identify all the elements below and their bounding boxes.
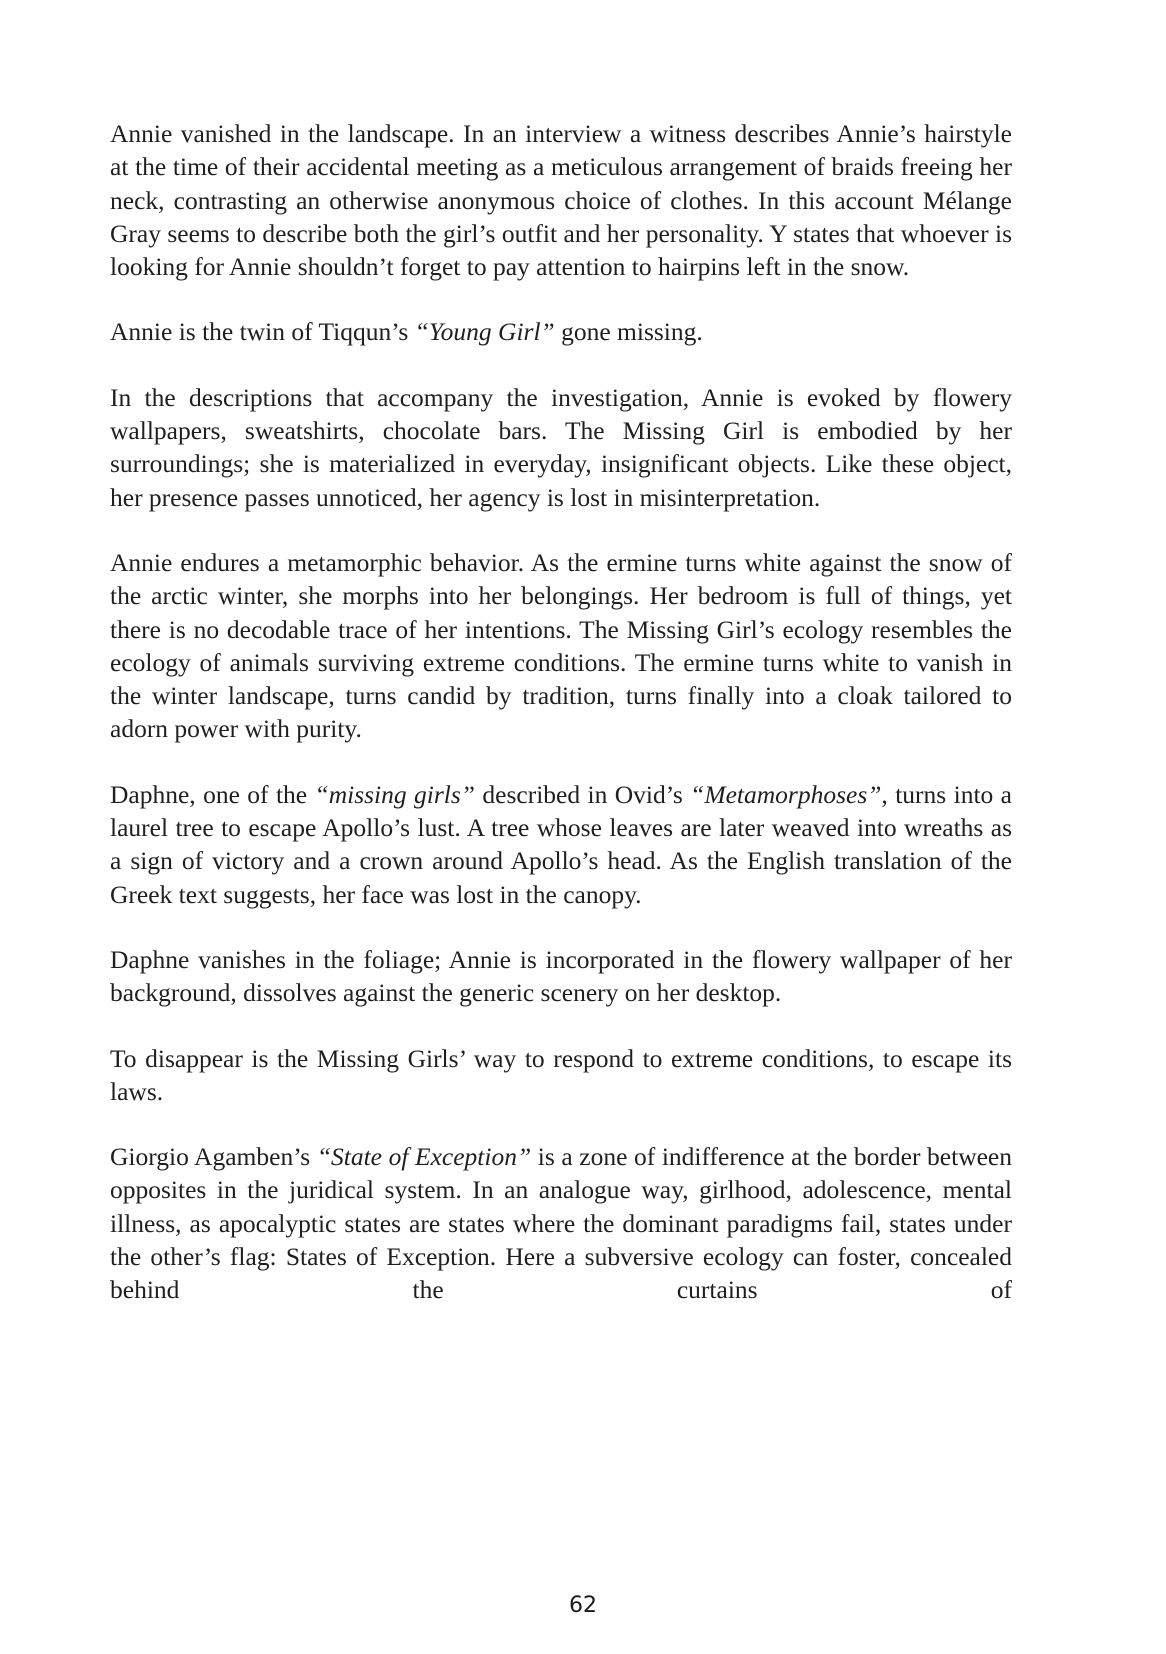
- paragraph-daphne: [110, 778, 1012, 911]
- quote-young-girl: “Young Girl”: [414, 317, 555, 347]
- quote-missing-girls: “missing girls”: [314, 779, 475, 809]
- text-run: is a zone of indifference at the border between opposites in the juridical system. In an analogue way, girlhood, adolescence, mental illness, as apocalyptic states are states where the dominant paradigms fail, states under the other’s flag: States of Exception. Here a subversive ecology can foster, concealed behind the curtains of: [110, 1142, 1013, 1305]
- paragraph-daphne-vanishes: Daphne vanishes in the foliage; Annie is incorporated in the flowery wallpaper of her background, dissolves against the generic scenery on her desktop.: [110, 944, 1012, 1008]
- text-run: gone missing.: [554, 317, 703, 347]
- paragraph-investigation: In the descriptions that accompany the investigation, Annie is evoked by flowery wallpapers, sweatshirts, chocolate bars. The Missing Girl is embodied by her surroundings; she is materialized in everyday, insignificant objects. Like these object, her presence passes unnoticed, her agency is lost in misinterpretation.: [110, 382, 1012, 512]
- page-body: [110, 117, 1012, 1307]
- text-run: Giorgio Agamben’s: [110, 1142, 317, 1172]
- paragraph-state-of-exception: [110, 1140, 1012, 1306]
- paragraph-to-disappear: To disappear is the Missing Girls’ way to respond to extreme conditions, to escape its laws.: [110, 1043, 1012, 1106]
- paragraph-tiqqun-twin: [110, 315, 1012, 348]
- paragraph-annie-vanished: Annie vanished in the landscape. In an interview a witness describes Annie’s hairstyle at the time of their accidental meeting as a meticulous arrangement of braids freeing her neck, contrasting an otherwise anonymous choice of clothes. In this account Mélange Gray seems to describe both the girl’s outfit and her personality. Y states that whoever is looking for Annie shouldn’t forget to pay attention to hairpins left in the snow.: [110, 119, 1012, 282]
- quote-metamorphoses: “Metamorphoses”: [690, 779, 882, 809]
- text-run: described in Ovid’s: [474, 779, 691, 809]
- page-number: 62: [569, 1593, 597, 1618]
- text-run: Annie is the twin of Tiqqun’s: [110, 317, 415, 347]
- text-run: Daphne, one of the: [110, 779, 315, 809]
- paragraph-metamorphic-behavior: Annie endures a metamorphic behavior. As the ermine turns white against the snow of the arctic winter, she morphs into her belongings. Her bedroom is full of things, yet there is no decodable trace of her intentions. The Missing Girl’s ecology resembles the ecology of animals surviving extreme conditions. The ermine turns white to vanish in the winter landscape, turns candid by tradition, turns finally into a cloak tailored to adorn power with purity.: [110, 547, 1012, 744]
- quote-state-of-exception: “State of Exception”: [316, 1142, 532, 1172]
- text-run: , turns into a laurel tree to escape Apollo’s lust. A tree whose leaves are later weaved into wreaths as a sign of victory and a crown around Apollo’s head. As the English translation of the Greek text suggests, her face was lost in the canopy.: [110, 779, 1012, 909]
